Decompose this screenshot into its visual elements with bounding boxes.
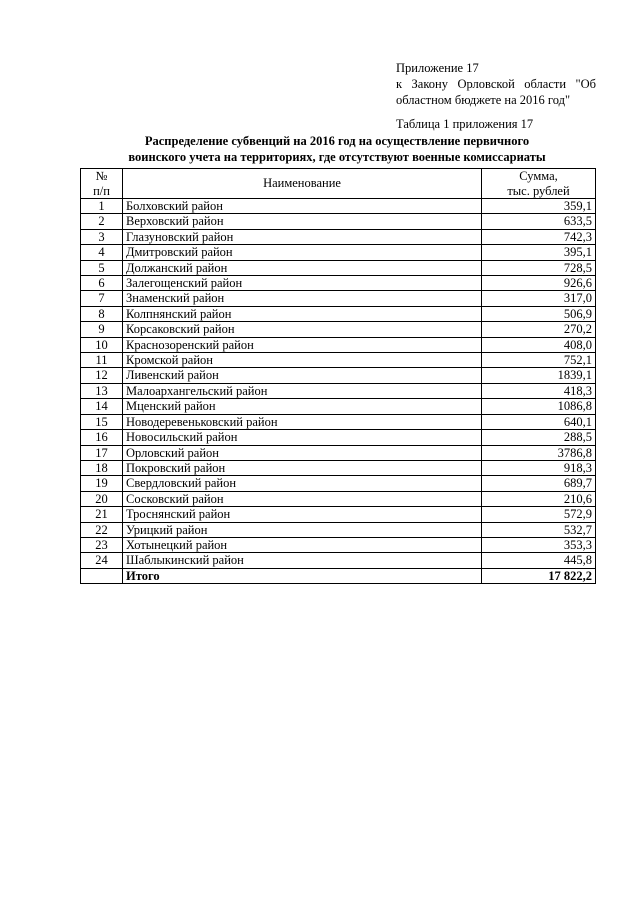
total-number — [81, 568, 123, 583]
row-district-name: Глазуновский район — [123, 229, 482, 244]
row-number: 3 — [81, 229, 123, 244]
row-sum: 742,3 — [482, 229, 596, 244]
row-sum: 288,5 — [482, 430, 596, 445]
row-district-name: Шаблыкинский район — [123, 553, 482, 568]
appendix-number: Приложение 17 — [396, 61, 479, 75]
row-district-name: Новодеревеньковский район — [123, 414, 482, 429]
table-row — [81, 306, 596, 321]
row-sum: 317,0 — [482, 291, 596, 306]
row-number: 5 — [81, 260, 123, 275]
row-number: 19 — [81, 476, 123, 491]
table-header-row — [81, 169, 596, 199]
row-number: 9 — [81, 322, 123, 337]
header-sum-label: Сумма, — [519, 169, 558, 183]
row-number: 18 — [81, 460, 123, 475]
row-district-name: Троснянский район — [123, 507, 482, 522]
row-district-name: Малоархангельский район — [123, 383, 482, 398]
row-number: 24 — [81, 553, 123, 568]
row-number: 4 — [81, 245, 123, 260]
row-number: 22 — [81, 522, 123, 537]
row-number: 21 — [81, 507, 123, 522]
row-number: 11 — [81, 353, 123, 368]
row-district-name: Хотынецкий район — [123, 537, 482, 552]
table-row — [81, 353, 596, 368]
row-district-name: Знаменский район — [123, 291, 482, 306]
row-sum: 918,3 — [482, 460, 596, 475]
row-district-name: Новосильский район — [123, 430, 482, 445]
row-sum: 633,5 — [482, 214, 596, 229]
row-number: 20 — [81, 491, 123, 506]
row-district-name: Ливенский район — [123, 368, 482, 383]
row-district-name: Дмитровский район — [123, 245, 482, 260]
table-row — [81, 476, 596, 491]
document-title — [80, 134, 594, 165]
table-row — [81, 491, 596, 506]
row-number: 12 — [81, 368, 123, 383]
row-district-name: Урицкий район — [123, 522, 482, 537]
row-number: 16 — [81, 430, 123, 445]
row-district-name: Корсаковский район — [123, 322, 482, 337]
row-number: 7 — [81, 291, 123, 306]
table-row — [81, 414, 596, 429]
header-name: Наименование — [123, 169, 482, 199]
title-line-2: воинского учета на территориях, где отсутствуют военные комиссариаты — [128, 149, 546, 164]
row-sum: 445,8 — [482, 553, 596, 568]
row-sum: 640,1 — [482, 414, 596, 429]
row-sum: 689,7 — [482, 476, 596, 491]
row-sum: 506,9 — [482, 306, 596, 321]
row-number: 6 — [81, 276, 123, 291]
row-sum: 926,6 — [482, 276, 596, 291]
row-number: 2 — [81, 214, 123, 229]
table-row — [81, 291, 596, 306]
table-row — [81, 553, 596, 568]
row-district-name: Болховский район — [123, 199, 482, 214]
row-number: 15 — [81, 414, 123, 429]
row-district-name: Орловский район — [123, 445, 482, 460]
header-sum — [482, 169, 596, 199]
row-sum: 3786,8 — [482, 445, 596, 460]
table-row — [81, 445, 596, 460]
table-row — [81, 229, 596, 244]
header-number-label: п/п — [93, 183, 110, 198]
row-number: 10 — [81, 337, 123, 352]
table-row — [81, 245, 596, 260]
table-row — [81, 522, 596, 537]
row-sum: 395,1 — [482, 245, 596, 260]
table-row — [81, 199, 596, 214]
table-reference: Таблица 1 приложения 17 — [396, 117, 534, 131]
row-number: 8 — [81, 306, 123, 321]
row-district-name: Свердловский район — [123, 476, 482, 491]
table-row — [81, 460, 596, 475]
table-row — [81, 399, 596, 414]
row-district-name: Сосковский район — [123, 491, 482, 506]
table-row — [81, 507, 596, 522]
total-label: Итого — [123, 568, 482, 583]
table-body — [81, 199, 596, 584]
row-number: 13 — [81, 383, 123, 398]
header-sum-unit: тыс. рублей — [507, 183, 570, 198]
subsidy-table — [80, 168, 596, 584]
table-row — [81, 537, 596, 552]
table-row — [81, 368, 596, 383]
row-sum: 418,3 — [482, 383, 596, 398]
row-district-name: Мценский район — [123, 399, 482, 414]
header-number — [81, 169, 123, 199]
table-row — [81, 322, 596, 337]
total-sum: 17 822,2 — [482, 568, 596, 583]
row-number: 23 — [81, 537, 123, 552]
row-sum: 359,1 — [482, 199, 596, 214]
table-row — [81, 276, 596, 291]
appendix-header — [396, 60, 596, 132]
appendix-law-reference: к Закону Орловской области "Об — [396, 77, 596, 91]
table-row — [81, 430, 596, 445]
row-sum: 1086,8 — [482, 399, 596, 414]
total-row — [81, 568, 596, 583]
row-sum: 752,1 — [482, 353, 596, 368]
table-row — [81, 214, 596, 229]
row-district-name: Покровский район — [123, 460, 482, 475]
row-number: 14 — [81, 399, 123, 414]
appendix-law-title: областном бюджете на 2016 год" — [396, 93, 571, 107]
row-number: 17 — [81, 445, 123, 460]
table-row — [81, 337, 596, 352]
header-number-symbol: № — [95, 169, 108, 183]
row-sum: 1839,1 — [482, 368, 596, 383]
row-district-name: Колпнянский район — [123, 306, 482, 321]
row-district-name: Кромской район — [123, 353, 482, 368]
row-sum: 210,6 — [482, 491, 596, 506]
row-sum: 353,3 — [482, 537, 596, 552]
row-sum: 270,2 — [482, 322, 596, 337]
row-sum: 728,5 — [482, 260, 596, 275]
title-line-1: Распределение субвенций на 2016 год на осуществление первичного — [144, 134, 530, 148]
table-row — [81, 260, 596, 275]
row-sum: 408,0 — [482, 337, 596, 352]
table-row — [81, 383, 596, 398]
row-district-name: Верховский район — [123, 214, 482, 229]
row-sum: 532,7 — [482, 522, 596, 537]
row-district-name: Должанский район — [123, 260, 482, 275]
row-number: 1 — [81, 199, 123, 214]
row-district-name: Краснозоренский район — [123, 337, 482, 352]
row-sum: 572,9 — [482, 507, 596, 522]
row-district-name: Залегощенский район — [123, 276, 482, 291]
